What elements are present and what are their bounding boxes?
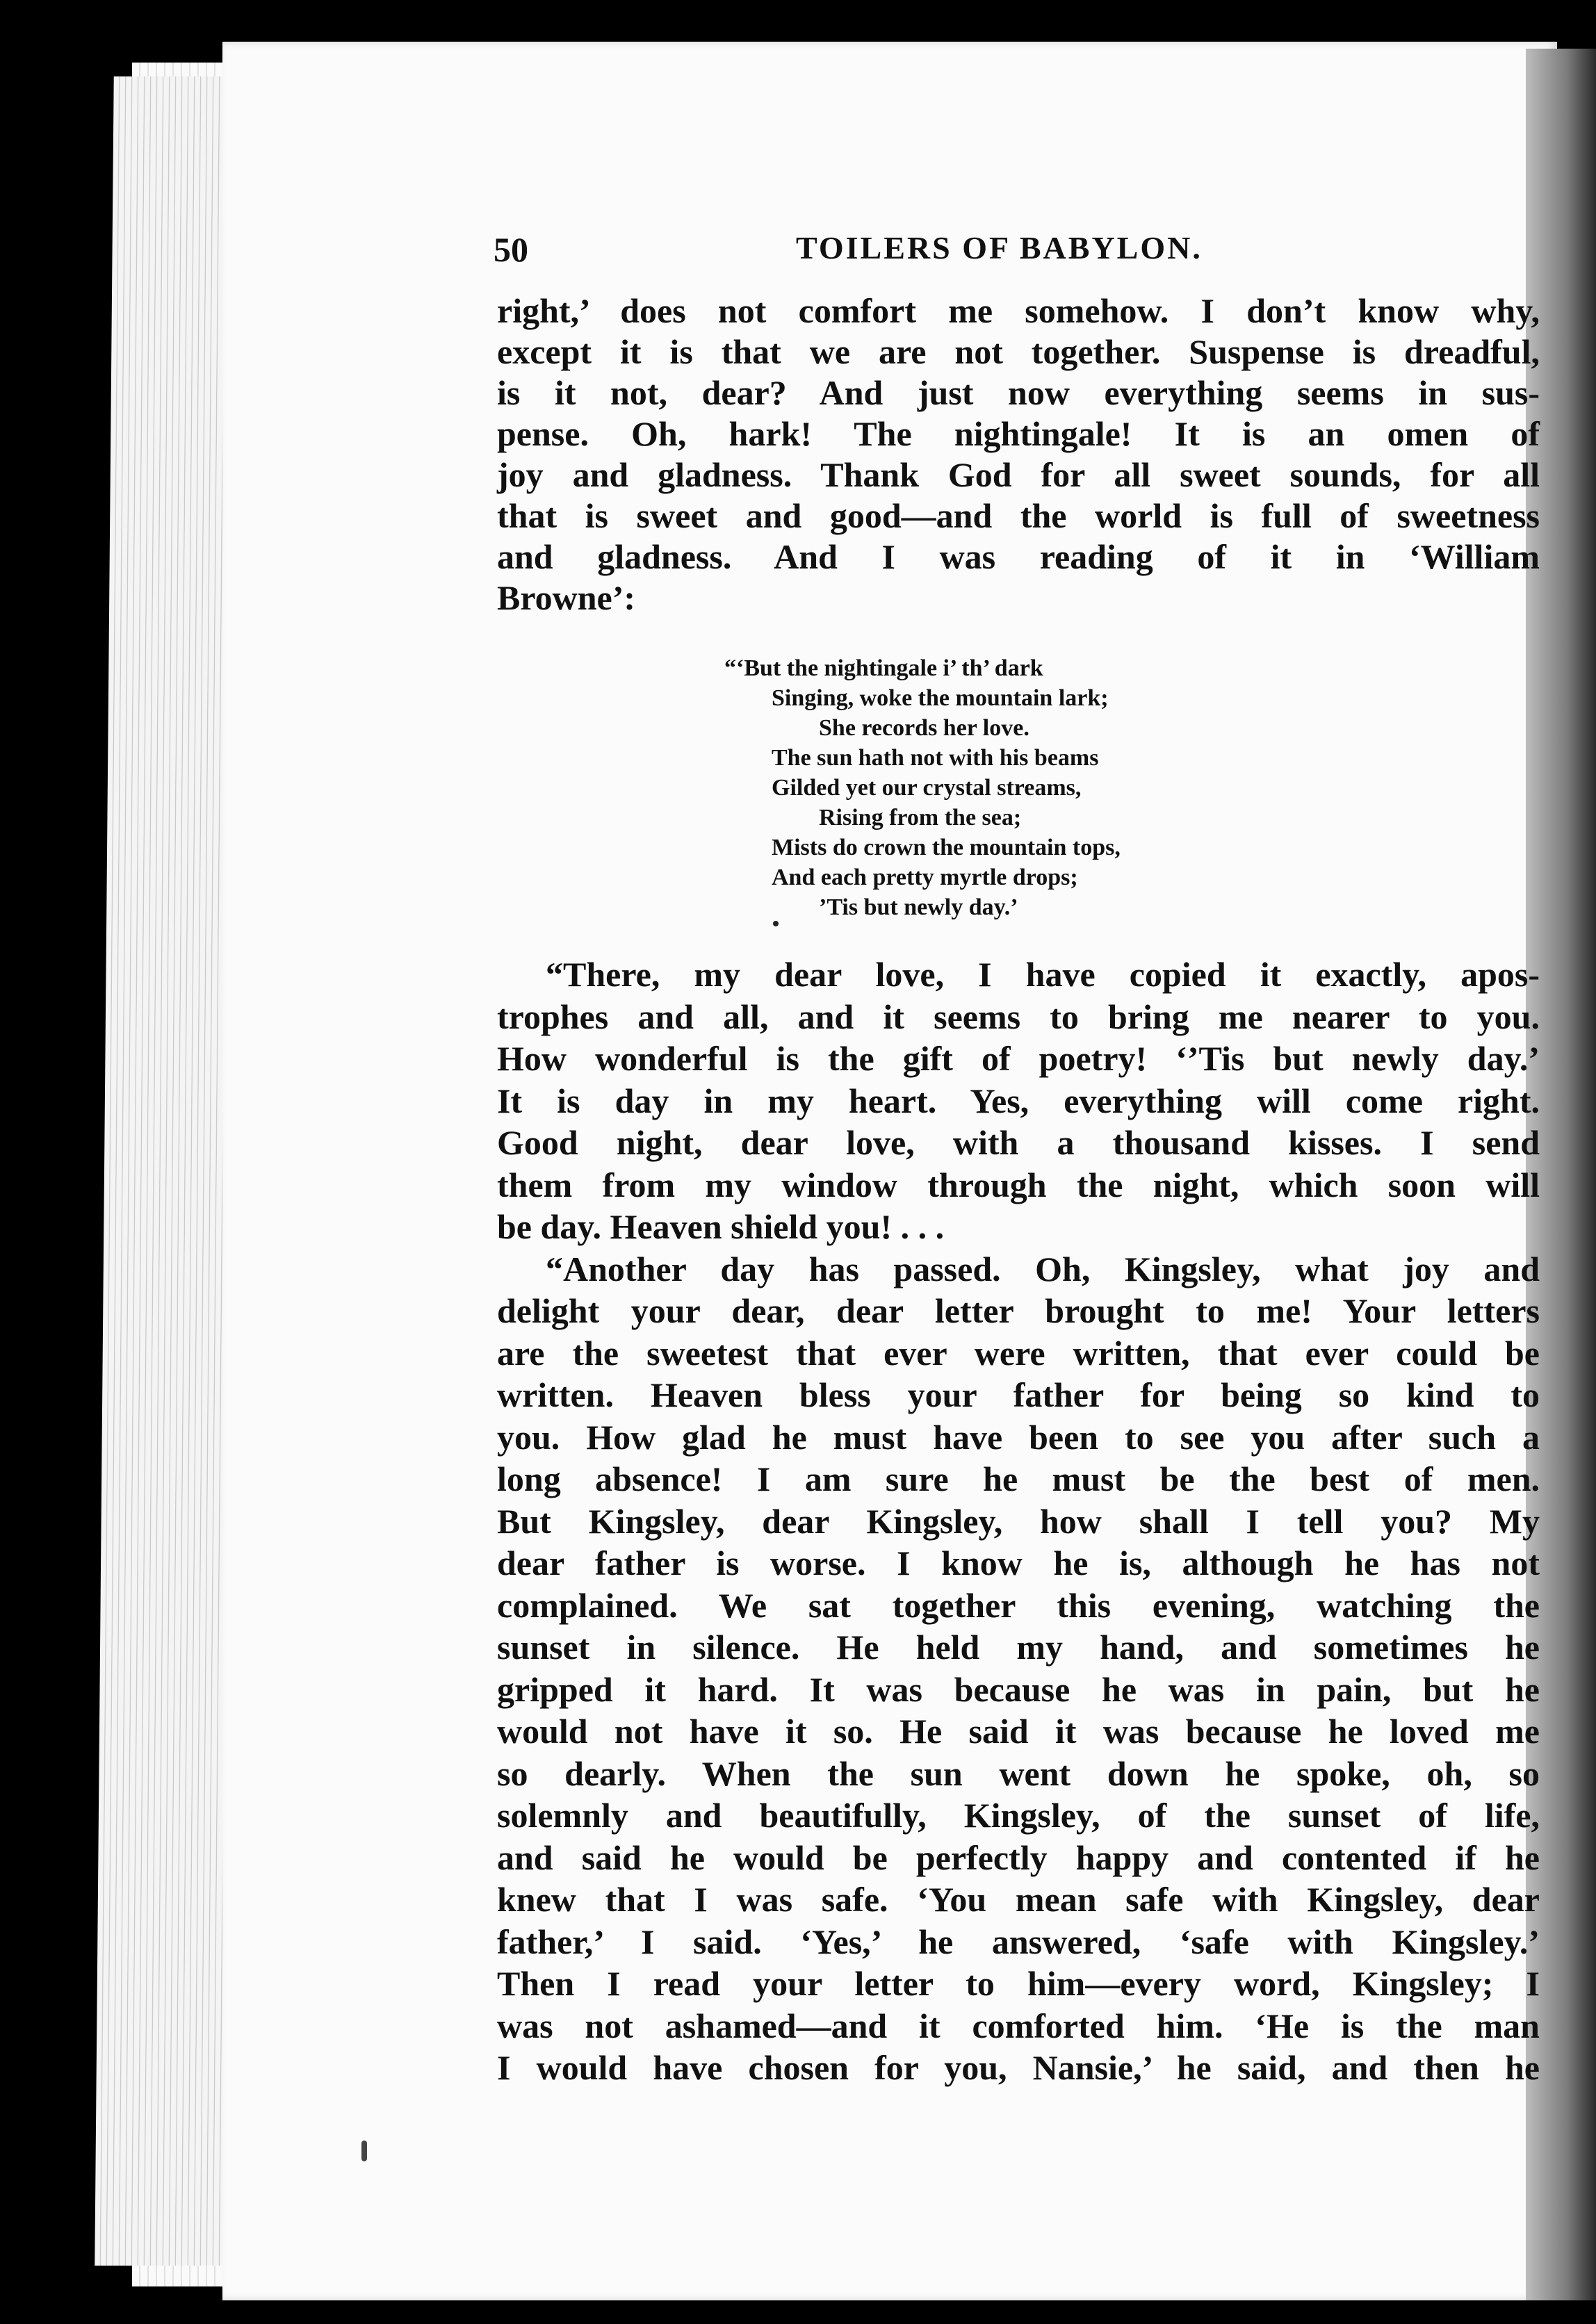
running-title: TOILERS OF BABYLON. <box>796 230 1203 265</box>
text-line: “There, my dear love, I have copied it exactly, apos- <box>546 955 1540 994</box>
text-line: Then I read your letter to him—every word, Kingsley; I <box>497 1964 1540 2003</box>
text-line: you. How glad he must have been to see you after such a <box>497 1417 1540 1457</box>
text-line: But Kingsley, dear Kingsley, how shall I tell you? My <box>497 1501 1540 1541</box>
text-line: How wonderful is the gift of poetry! ‘’Tis but newly day.’ <box>497 1039 1540 1078</box>
page-header <box>494 229 1543 278</box>
text-line: knew that I was safe. ‘You mean safe with Kingsley, dear <box>497 1880 1540 1919</box>
text-line: sunset in silence. He held my hand, and sometimes he <box>497 1628 1540 1667</box>
poem-line: ’Tis but newly day.’ <box>819 894 1018 920</box>
text-line: be day. Heaven shield you! . . . <box>497 1207 945 1246</box>
paragraph-top <box>497 290 1540 619</box>
text-line: solemnly and beautifully, Kingsley, of the sunset of life, <box>497 1796 1540 1835</box>
text-line: so dearly. When the sun went down he spoke, oh, so <box>497 1753 1540 1793</box>
text-line: gripped it hard. It was because he was in pain, but he <box>497 1669 1540 1709</box>
text-line: joy and gladness. Thank God for all sweet sounds, for all <box>497 455 1540 494</box>
print-speck <box>361 2141 367 2161</box>
poem-line: The sun hath not with his beams <box>772 745 1099 771</box>
text-line: are the sweetest that ever were written, that ever could be <box>497 1333 1540 1373</box>
text-line: and said he would be perfectly happy and contented if he <box>497 1838 1540 1877</box>
text-line: except it is that we are not together. Suspense is dreadful, <box>497 332 1540 371</box>
text-line: “Another day has passed. Oh, Kingsley, what joy and <box>546 1249 1540 1288</box>
text-line: and gladness. And I was reading of it in ‘William <box>497 537 1540 576</box>
text-line: long absence! I am sure he must be the best of men. <box>497 1459 1540 1498</box>
poem-line: Singing, woke the mountain lark; <box>772 685 1109 711</box>
text-line: Good night, dear love, with a thousand kisses. I send <box>497 1123 1540 1162</box>
text-line: father,’ I said. ‘Yes,’ he answered, ‘safe with Kingsley.’ <box>497 1922 1540 1961</box>
text-line: is it not, dear? And just now everything seems in sus- <box>497 373 1540 412</box>
text-line: delight your dear, dear letter brought to me! Your letters <box>497 1291 1540 1330</box>
poem-line: Gilded yet our crystal streams, <box>772 775 1082 801</box>
text-line: pense. Oh, hark! The nightingale! It is an omen of <box>497 414 1540 453</box>
text-line: was not ashamed—and it comforted him. ‘He is the man <box>497 2006 1540 2045</box>
text-line: that is sweet and good—and the world is full of sweetness <box>497 496 1540 535</box>
poem-line: And each pretty myrtle drops; <box>772 865 1078 890</box>
text-line: Browne’: <box>497 578 636 617</box>
paragraph-main <box>497 954 1540 2089</box>
text-line: them from my window through the night, which soon will <box>497 1165 1540 1204</box>
text-line: complained. We sat together this evening, watching the <box>497 1585 1540 1625</box>
text-line: I would have chosen for you, Nansie,’ he said, and then he <box>497 2048 1540 2087</box>
poem-line: “‘But the nightingale i’ th’ dark <box>724 655 1043 681</box>
text-line: written. Heaven bless your father for being so kind to <box>497 1375 1540 1414</box>
poem-line: Mists do crown the mountain tops, <box>772 835 1121 860</box>
poem-quotation <box>724 653 1328 922</box>
text-line: It is day in my heart. Yes, everything will come right. <box>497 1081 1540 1120</box>
page-number: 50 <box>494 230 528 269</box>
text-line: right,’ does not comfort me somehow. I don’t know why, <box>497 291 1540 330</box>
text-line: dear father is worse. I know he is, although he has not <box>497 1544 1540 1582</box>
print-speck <box>773 921 779 926</box>
poem-line: Rising from the sea; <box>819 805 1022 830</box>
text-line: trophes and all, and it seems to bring me nearer to you. <box>497 997 1540 1036</box>
poem-line: She records her love. <box>819 715 1029 741</box>
text-line: would not have it so. He said it was because he loved me <box>497 1712 1540 1751</box>
